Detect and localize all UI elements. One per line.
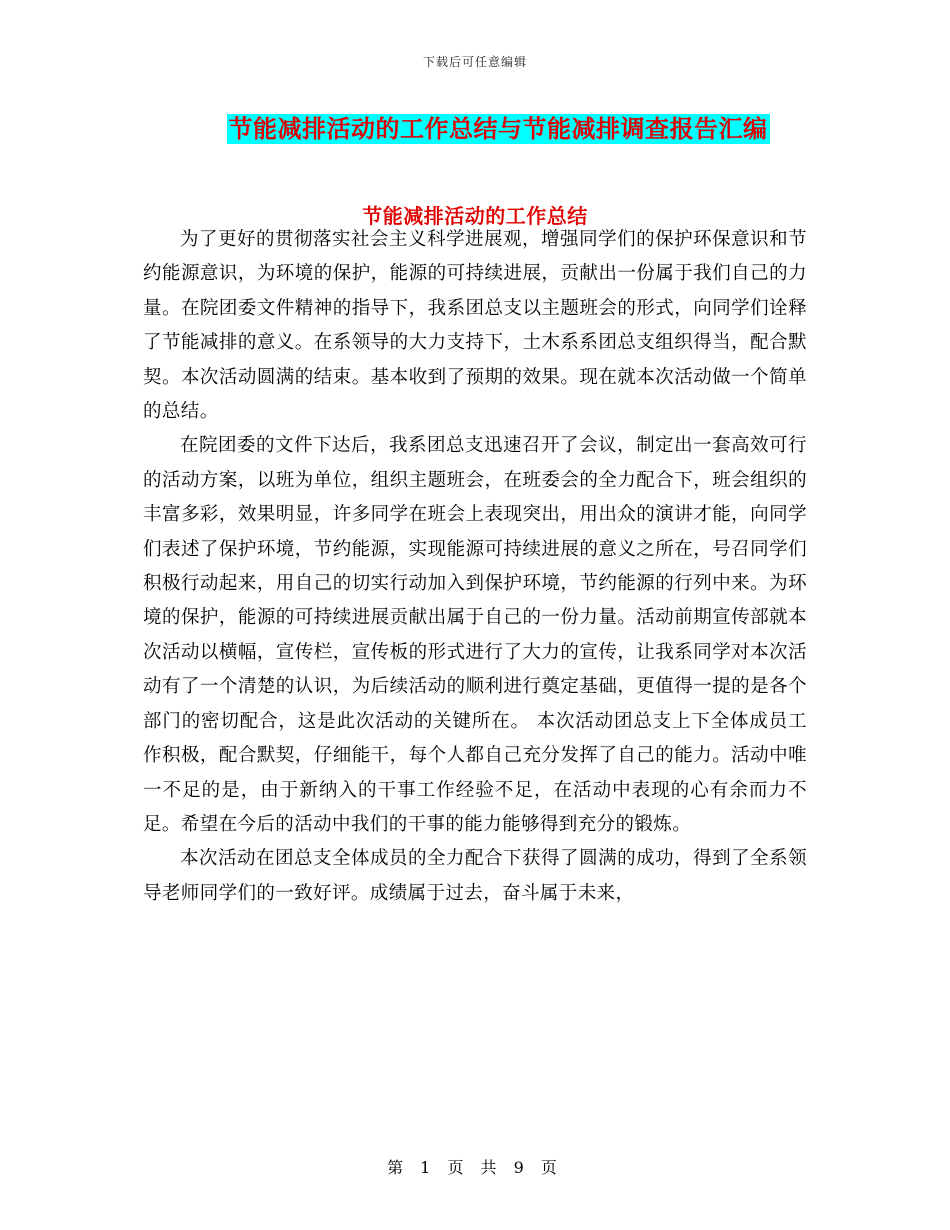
- body-paragraph: 在院团委的文件下达后，我系团总支迅速召开了会议，制定出一套高效可行的活动方案，以班为单位，组织主题班会，在班委会的全力配合下，班会组织的丰富多彩，效果明显，许多同学在班会上表现突出，用出众的演讲才能，向同学们表述了保护环境，节约能源，实现能源可持续进展的意义之所在，号召同学们积极行动起来，用自己的切实行动加入到保护环境，节约能源的行列中来。为环境的保护，能源的可持续进展贡献出属于自己的一份力量。活动前期宣传部就本次活动以横幅，宣传栏，宣传板的形式进行了大力的宣传，让我系同学对本次活动有了一个清楚的认识，为后续活动的顺利进行奠定基础，更值得一提的是各个部门的密切配合，这是此次活动的关键所在。 本次活动团总支上下全体成员工作积极，配合默契，仔细能干，每个人都自己充分发挥了自己的能力。活动中唯一不足的是，由于新纳入的干事工作经验不足，在活动中表现的心有余而力不足。希望在今后的活动中我们的干事的能力能够得到充分的锻炼。: [143, 435, 807, 835]
- document-body: [143, 223, 807, 911]
- body-paragraph: 本次活动在团总支全体成员的全力配合下获得了圆满的成功，得到了全系领导老师同学们的一致好评。成绩属于过去，奋斗属于未来，: [143, 848, 807, 904]
- body-paragraph: 为了更好的贯彻落实社会主义科学进展观，增强同学们的保护环保意识和节约能源意识，为环境的保护，能源的可持续进展，贡献出一份属于我们自己的力量。在院团委文件精神的指导下，我系团总支以主题班会的形式，向同学们诠释了节能减排的意义。在系领导的大力支持下，土木系系团总支组织得当，配合默契。本次活动圆满的结束。基本收到了预期的效果。现在就本次活动做一个简单的总结。: [143, 229, 807, 423]
- page-footer: 第 1 页 共 9 页: [387, 1158, 563, 1177]
- section-title: 节能减排活动的工作总结: [362, 204, 588, 228]
- document-main-title: 节能减排活动的工作总结与节能减排调查报告汇编: [228, 114, 768, 143]
- main-title-container: [0, 114, 950, 144]
- page-header-note: 下载后可任意编辑: [422, 55, 527, 69]
